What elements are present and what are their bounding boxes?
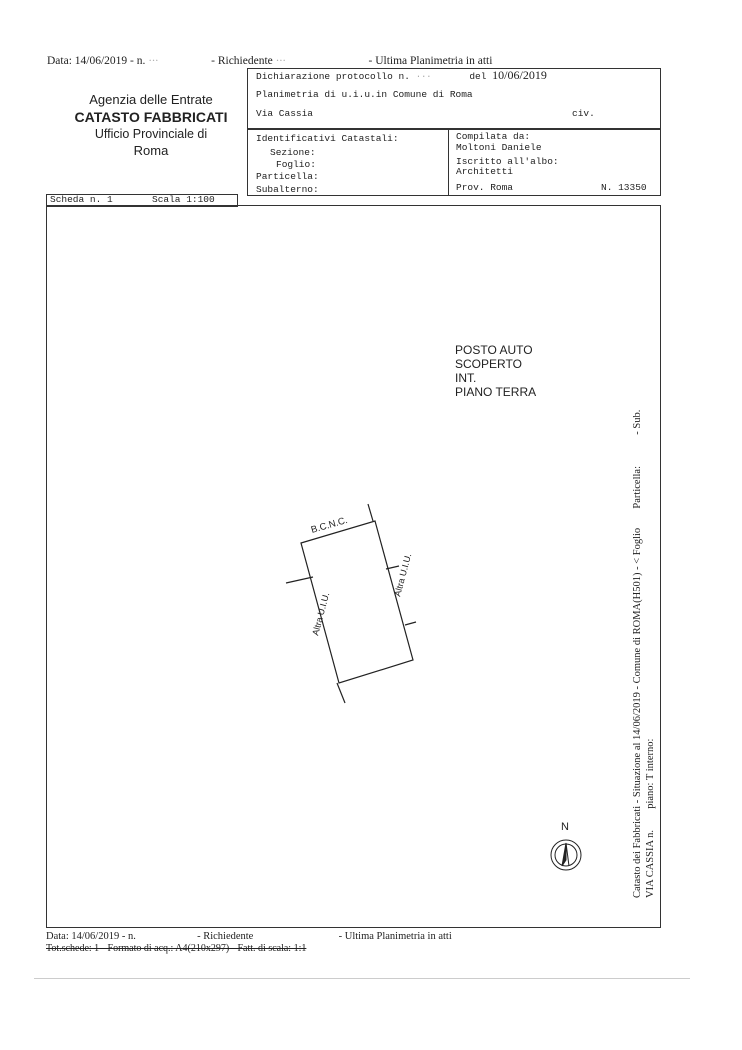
plan-label-line4: PIANO TERRA <box>455 385 537 399</box>
iscritto-label: Iscritto all'albo: <box>456 156 559 167</box>
footer-data: Data: 14/06/2019 - <box>46 931 126 942</box>
altra-right-text: Altra U.I.U. <box>392 552 414 598</box>
top-ultima: - Ultima Planimetria in atti <box>368 55 493 67</box>
foglio-label: Foglio: <box>276 159 316 170</box>
footer-richiedente: - Richiedente <box>197 931 254 942</box>
side-text-line1 <box>632 410 643 898</box>
top-richiedente: - Richiedente <box>211 55 273 67</box>
side-line2-via: VIA CASSIA n. <box>645 830 656 898</box>
dichiarazione-label: Dichiarazione protocollo n. <box>256 71 410 82</box>
left-tick-top <box>286 577 313 583</box>
footer-line1 <box>46 931 452 942</box>
scala-label: Scala 1:100 <box>152 194 215 205</box>
side-line1-sub: - Sub. <box>632 409 643 435</box>
dichiarazione-value: ··· <box>415 71 432 82</box>
del-label: del <box>469 71 487 82</box>
ufficio-label: Ufficio Provinciale di <box>94 127 208 141</box>
numero-albo: N. 13350 <box>601 182 647 193</box>
top-data: Data: 14/06/2019 - <box>47 55 134 67</box>
top-n-label: n. <box>136 55 146 67</box>
prov-label: Prov. Roma <box>456 182 514 193</box>
altra-left-text: Altra U.I.U. <box>310 591 332 637</box>
top-n-value: ··· <box>148 55 159 67</box>
footer-line2: Tot.schede: 1 - Formato di acq.: A4(210x297) - Fatt. di scala: 1:1 <box>46 943 307 954</box>
side-line1-main: Catasto dei Fabbricati - Situazione al 14/06/2019 - Comune di ROMA(H501) - < Foglio <box>632 527 643 898</box>
subalterno-label: Subalterno: <box>256 184 319 195</box>
agency-name: Agenzia delle Entrate <box>89 92 213 107</box>
bcnc-text: B.C.N.C. <box>309 514 349 536</box>
identificativi-label: Identificativi Catastali: <box>256 133 399 144</box>
planimetria-line: Planimetria di u.i.u.in Comune di Roma <box>256 89 473 100</box>
particella-label: Particella: <box>256 171 319 182</box>
top-richiedente-value: ··· <box>275 55 286 67</box>
footer-ultima: - Ultima Planimetria in atti <box>338 931 452 942</box>
bcnc-tick <box>368 504 373 521</box>
side-line1-particella: Particella: <box>632 466 643 509</box>
plan-label-line2: SCOPERTO <box>455 357 522 371</box>
del-value: 10/06/2019 <box>492 68 547 82</box>
sezione-label: Sezione: <box>270 147 316 158</box>
side-text-line2 <box>645 739 656 898</box>
plan-label-line1: POSTO AUTO <box>455 343 533 357</box>
catasto-title: CATASTO FABBRICATI <box>74 109 228 125</box>
bottom-divider <box>34 978 690 979</box>
scheda-label: Scheda n. 1 <box>50 194 113 205</box>
compilata-value: Moltoni Daniele <box>456 142 542 153</box>
side-line2-piano: piano: T interno: <box>645 738 656 809</box>
compilata-label: Compilata da: <box>456 131 531 142</box>
right-tick-bottom <box>405 622 416 625</box>
footer-n: n. <box>127 931 136 942</box>
parking-space-outline <box>301 521 413 683</box>
civ-label: civ. <box>572 108 595 119</box>
iscritto-value: Architetti <box>456 166 514 177</box>
north-label: N <box>561 821 569 833</box>
plan-label-line3: INT. <box>455 371 477 385</box>
ufficio-city: Roma <box>133 143 169 158</box>
left-tick-bottom <box>337 683 345 703</box>
via-line: Via Cassia <box>256 108 314 119</box>
north-arrow-icon <box>551 840 581 870</box>
